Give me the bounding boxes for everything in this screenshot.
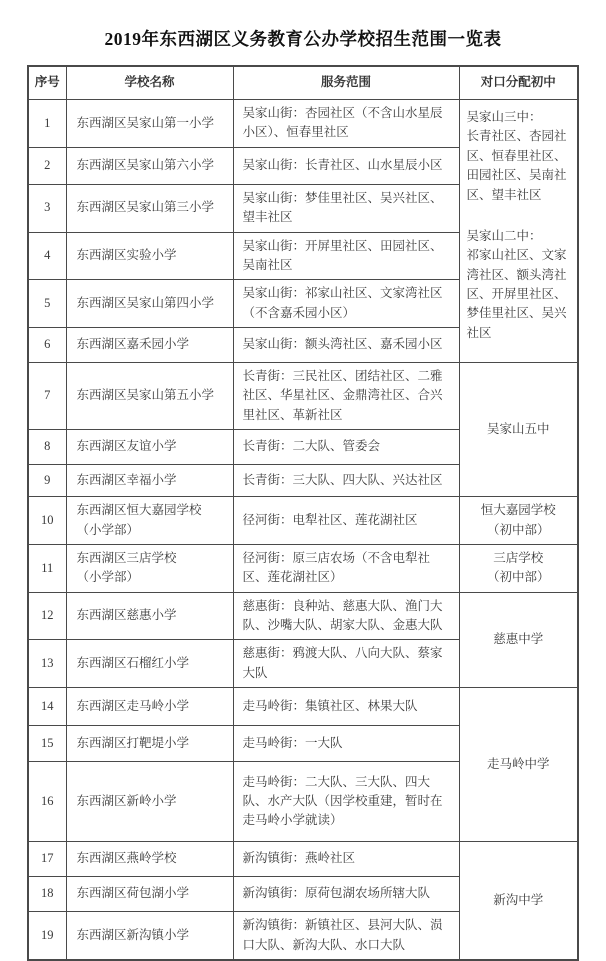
cell-middle-school: 新沟中学 <box>459 842 578 960</box>
table-row <box>28 544 578 592</box>
cell-service-scope: 慈惠街：鸦渡大队、八向大队、蔡家大队 <box>233 640 459 688</box>
header-school-name: 学校名称 <box>66 66 233 100</box>
cell-school-name: 东西湖区燕岭学校 <box>66 842 233 877</box>
cell-no: 17 <box>28 842 66 877</box>
cell-school-name: 东西湖区友谊小学 <box>66 430 233 465</box>
header-service-scope: 服务范围 <box>233 66 459 100</box>
cell-service-scope: 吴家山街：长青社区、山水星辰小区 <box>233 147 459 184</box>
cell-no: 12 <box>28 592 66 640</box>
cell-school-name: 东西湖区实验小学 <box>66 232 233 280</box>
cell-school-name: 东西湖区幸福小学 <box>66 465 233 497</box>
cell-no: 5 <box>28 280 66 328</box>
cell-service-scope: 走马岭街：一大队 <box>233 726 459 762</box>
cell-service-scope: 吴家山街：祁家山社区、文家湾社区（不含嘉禾园小区） <box>233 280 459 328</box>
table-row <box>28 842 578 877</box>
cell-service-scope: 长青街：二大队、管委会 <box>233 430 459 465</box>
middle-school-line1: 恒大嘉园学校 <box>480 503 556 518</box>
cell-school-name: 东西湖区打靶堤小学 <box>66 726 233 762</box>
cell-school-name: 东西湖区吴家山第三小学 <box>66 184 233 232</box>
cell-school-name: 东西湖区吴家山第四小学 <box>66 280 233 328</box>
cell-service-scope: 新沟镇街：新镇社区、县河大队、涢口大队、新沟大队、水口大队 <box>233 912 459 960</box>
middle-school-line2: （初中部） <box>486 522 550 537</box>
cell-middle-school <box>459 100 578 363</box>
cell-service-scope: 长青街：三民社区、团结社区、二雅社区、华星社区、金鼎湾社区、合兴里社区、革新社区 <box>233 363 459 430</box>
cell-no: 2 <box>28 147 66 184</box>
table-row <box>28 363 578 430</box>
cell-service-scope: 吴家山街：梦佳里社区、吴兴社区、望丰社区 <box>233 184 459 232</box>
cell-no: 9 <box>28 465 66 497</box>
cell-service-scope: 径河街：电犁社区、莲花湖社区 <box>233 497 459 545</box>
cell-school-name: 东西湖区走马岭小学 <box>66 688 233 726</box>
assignment-areas: 祁家山社区、文家湾社区、额头湾社区、开屏里社区、梦佳里社区、吴兴社区 <box>466 248 567 340</box>
school-name-line1: 东西湖区三店学校 <box>76 550 177 565</box>
cell-service-scope: 走马岭街：二大队、三大队、四大队、水产大队（因学校重建，暂时在走马岭小学就读） <box>233 762 459 842</box>
header-middle-school: 对口分配初中 <box>459 66 578 100</box>
cell-middle-school: 走马岭中学 <box>459 688 578 842</box>
cell-no: 1 <box>28 100 66 148</box>
assignment-school: 吴家山三中： <box>466 110 542 124</box>
cell-no: 10 <box>28 497 66 545</box>
cell-no: 8 <box>28 430 66 465</box>
assignment-block <box>467 227 571 343</box>
table-row <box>28 497 578 545</box>
cell-no: 7 <box>28 363 66 430</box>
cell-no: 11 <box>28 544 66 592</box>
cell-service-scope: 新沟镇街：燕岭社区 <box>233 842 459 877</box>
cell-no: 16 <box>28 762 66 842</box>
cell-no: 15 <box>28 726 66 762</box>
cell-service-scope: 长青街：三大队、四大队、兴达社区 <box>233 465 459 497</box>
cell-school-name: 东西湖区新岭小学 <box>66 762 233 842</box>
cell-service-scope: 吴家山街：杏园社区（不含山水星辰小区）、恒春里社区 <box>233 100 459 148</box>
cell-service-scope: 新沟镇街：原荷包湖农场所辖大队 <box>233 877 459 912</box>
cell-service-scope: 径河街：原三店农场（不含电犁社区、莲花湖社区） <box>233 544 459 592</box>
table-row <box>28 100 578 148</box>
middle-school-line2: （初中部） <box>486 570 550 585</box>
assignment-areas: 长青社区、杏园社区、恒春里社区、田园社区、吴南社区、望丰社区 <box>466 129 567 202</box>
cell-middle-school <box>459 544 578 592</box>
cell-middle-school <box>459 497 578 545</box>
cell-school-name: 东西湖区荷包湖小学 <box>66 877 233 912</box>
cell-school-name <box>66 497 233 545</box>
cell-no: 19 <box>28 912 66 960</box>
cell-no: 6 <box>28 328 66 363</box>
header-row <box>28 66 578 100</box>
cell-no: 13 <box>28 640 66 688</box>
header-no: 序号 <box>28 66 66 100</box>
cell-school-name: 东西湖区吴家山第六小学 <box>66 147 233 184</box>
assignment-block <box>467 108 571 205</box>
cell-school-name: 东西湖区石榴红小学 <box>66 640 233 688</box>
cell-school-name: 东西湖区新沟镇小学 <box>66 912 233 960</box>
cell-service-scope: 吴家山街：额头湾社区、嘉禾园小区 <box>233 328 459 363</box>
cell-no: 18 <box>28 877 66 912</box>
cell-service-scope: 走马岭街：集镇社区、林果大队 <box>233 688 459 726</box>
cell-school-name: 东西湖区吴家山第五小学 <box>66 363 233 430</box>
cell-school-name: 东西湖区吴家山第一小学 <box>66 100 233 148</box>
cell-service-scope: 吴家山街：开屏里社区、田园社区、吴南社区 <box>233 232 459 280</box>
cell-middle-school: 吴家山五中 <box>459 363 578 497</box>
cell-no: 4 <box>28 232 66 280</box>
school-name-line1: 东西湖区恒大嘉园学校 <box>76 503 202 518</box>
cell-school-name <box>66 544 233 592</box>
cell-middle-school: 慈惠中学 <box>459 592 578 688</box>
cell-school-name: 东西湖区嘉禾园小学 <box>66 328 233 363</box>
cell-school-name: 东西湖区慈惠小学 <box>66 592 233 640</box>
assignment-school: 吴家山二中： <box>466 228 542 243</box>
school-name-line2: （小学部） <box>76 570 140 585</box>
table-row <box>28 688 578 726</box>
page-title: 2019年东西湖区义务教育公办学校招生范围一览表 <box>104 29 502 49</box>
cell-service-scope: 慈惠街：良种站、慈惠大队、渔门大队、沙嘴大队、胡家大队、金惠大队 <box>233 592 459 640</box>
school-name-line2: （小学部） <box>76 522 140 537</box>
cell-no: 14 <box>28 688 66 726</box>
table-row <box>28 592 578 640</box>
enrollment-table <box>27 65 579 961</box>
middle-school-line1: 三店学校 <box>493 550 544 565</box>
cell-no: 3 <box>28 184 66 232</box>
